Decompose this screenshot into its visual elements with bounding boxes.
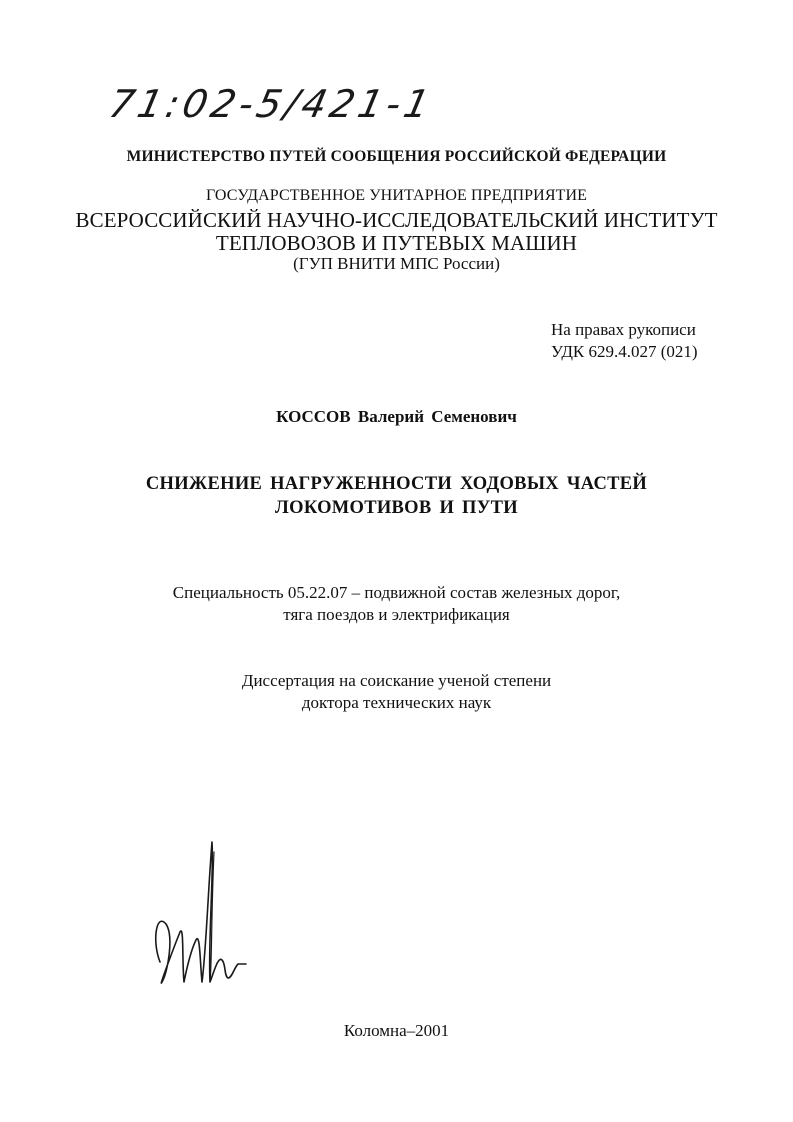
specialty-line-1: Специальность 05.22.07 – подвижной состав железных дорог,: [172, 583, 621, 602]
dissertation-title: [0, 472, 793, 520]
degree-line-2: доктора технических наук: [301, 693, 492, 712]
degree-block: [0, 670, 793, 714]
specialty-line-2: тяга поездов и электрификация: [283, 605, 510, 624]
title-line-2: ЛОКОМОТИВОВ И ПУТИ: [275, 498, 518, 518]
handwritten-catalog-number: 71:02-5/421-1: [105, 82, 438, 126]
enterprise-type: ГОСУДАРСТВЕННОЕ УНИТАРНОЕ ПРЕДПРИЯТИЕ: [205, 187, 588, 204]
manuscript-rights-block: [551, 319, 698, 363]
institute-name-line-1: ВСЕРОССИЙСКИЙ НАУЧНО-ИССЛЕДОВАТЕЛЬСКИЙ ИНСТИТУТ: [75, 208, 718, 232]
author-signature: [148, 832, 258, 1002]
degree-line-1: Диссертация на соискание ученой степени: [241, 671, 552, 690]
title-line-1: СНИЖЕНИЕ НАГРУЖЕННОСТИ ХОДОВЫХ ЧАСТЕЙ: [145, 474, 648, 494]
institute-name-line-2: ТЕПЛОВОЗОВ И ПУТЕВЫХ МАШИН: [215, 231, 578, 255]
place-and-year: Коломна–2001: [343, 1021, 450, 1040]
author-name: КОССОВ Валерий Семенович: [276, 407, 517, 426]
specialty-block: [0, 582, 793, 626]
manuscript-rights-label: На правах рукописи: [551, 320, 696, 339]
ministry-heading: МИНИСТЕРСТВО ПУТЕЙ СООБЩЕНИЯ РОССИЙСКОЙ ФЕДЕРАЦИИ: [126, 148, 667, 165]
udk-code: УДК 629.4.027 (021): [551, 342, 698, 361]
institute-abbreviation: (ГУП ВНИТИ МПС России): [293, 254, 500, 273]
